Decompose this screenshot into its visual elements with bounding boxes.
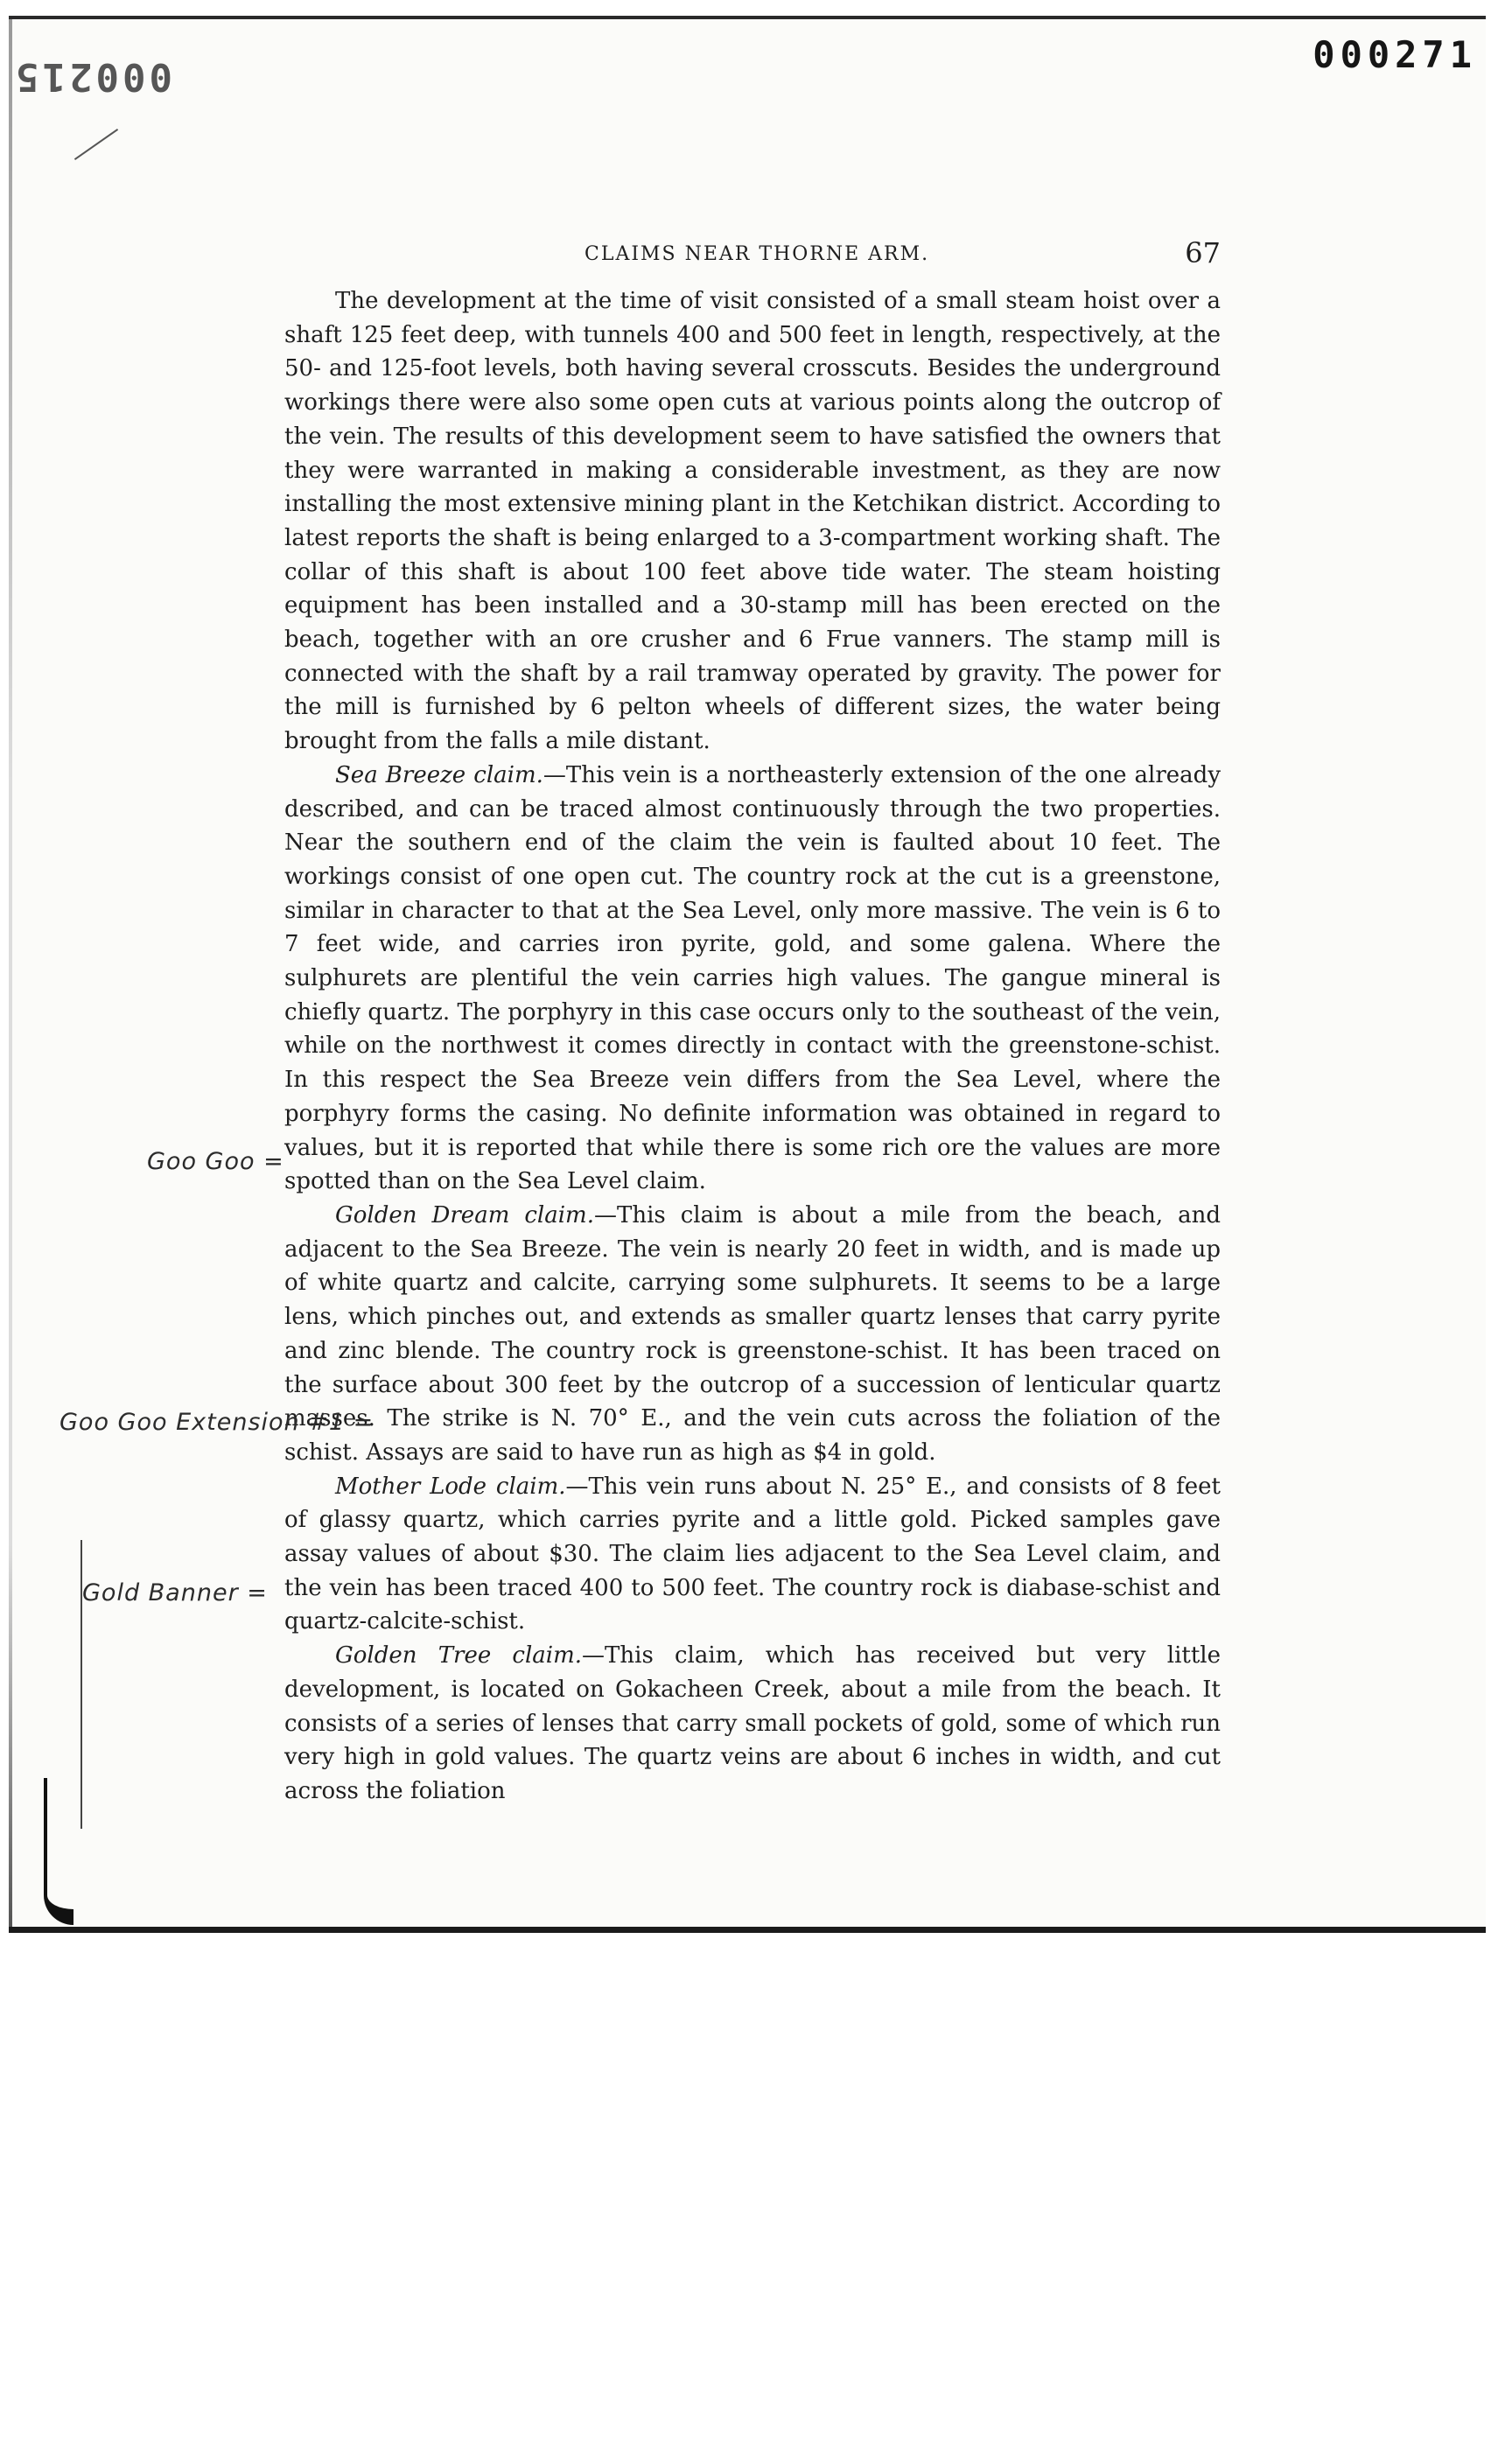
paragraph-text: —This claim, which has received but very little development, is located on Gokacheen Creek, about a mile from the beach. It consists of a series of lenses that carry small pockets of gold, some of which run very high in gold values. The quartz veins are about 6 inches in width, and cut across the foliation (284, 1642, 1221, 1804)
paragraph-mother-lode (284, 1470, 1221, 1640)
pen-scratch (74, 129, 118, 160)
handwritten-note-goo-goo: Goo Goo = (147, 1148, 284, 1175)
document-number-stamp: 000271 (1312, 33, 1477, 76)
body-text (284, 284, 1221, 1809)
claim-heading-sea-breeze: Sea Breeze claim. (335, 761, 543, 788)
running-head (284, 236, 1221, 271)
claim-heading-golden-tree: Golden Tree claim. (335, 1642, 583, 1670)
page-number: 67 (1185, 236, 1221, 270)
paragraph-text: —This vein runs about N. 25° E., and consists of 8 feet of glassy quartz, which carries pyrite and a little gold. Picked samples gave assay values of about $30. The claim lies adjacent to the Sea Level claim, and the vein has been traced 400 to 500 feet. The country rock is diabase-schist and quartz-calcite-schist. (284, 1473, 1222, 1635)
binding-corner-mark (44, 1778, 74, 1925)
claim-heading-mother-lode: Mother Lode claim. (335, 1473, 566, 1500)
paragraph-sea-breeze (284, 759, 1221, 1199)
mirrored-number-stamp: 000215 (12, 54, 172, 99)
paragraph-text: —This claim is about a mile from the beach, and adjacent to the Sea Breeze. The vein is nearly 20 feet in width, and is made up of white quartz and calcite, carrying some sulphurets. It seems to be a large lens, which pinches out, and extends as smaller quartz lenses that carry pyrite and zinc blende. The country rock is greenstone-schist. It has been traced on the surface about 300 feet by the outcrop of a succession of lenticular quartz masses. The strike is N. 70° E., and the vein cuts across the foliation of the schist. Assays are said to have run as high as $4 in gold. (284, 1201, 1221, 1466)
paragraph-text: The development at the time of visit consisted of a small steam hoist over a shaft 125 feet deep, with tunnels 400 and 500 feet in length, respectively, at the 50- and 125-foot levels, both having several crosscuts. Besides the underground workings there were also some open cuts at various points along the outcrop of the vein. The results of this development seem to have satisfied the owners that they were warranted in making a considerable investment, as they are now installing the most extensive mining plant in the Ketchikan district. According to latest reports the shaft is being enlarged to a 3-compartment working shaft. The collar of this shaft is about 100 feet above tide water. The steam hoisting equipment has been installed and a 30-stamp mill has been erected on the beach, together with an ore crusher and 6 Frue vanners. The stamp mill is connected with the shaft by a rail tramway operated by gravity. The power for the mill is furnished by 6 pelton wheels of different sizes, the water being brought from the falls a mile distant. (284, 288, 1221, 755)
margin-pencil-line (80, 1540, 82, 1829)
paragraph-golden-tree (284, 1639, 1221, 1809)
running-title: CLAIMS NEAR THORNE ARM. (584, 243, 930, 265)
page-edge (9, 19, 12, 1927)
paragraph-development (284, 284, 1221, 759)
claim-heading-golden-dream: Golden Dream claim. (335, 1201, 594, 1228)
paragraph-golden-dream (284, 1199, 1221, 1470)
paragraph-text: —This vein is a northeasterly extension of the one already described, and can be traced almost continuously through the two properties. Near the southern end of the claim the vein is faulted about 10 feet. The workings consist of one open cut. The country rock at the cut is a greenstone, similar in character to that at the Sea Level, only more massive. The vein is 6 to 7 feet wide, and carries iron pyrite, gold, and some galena. Where the sulphurets are plentiful the vein carries high values. The gangue mineral is chiefly quartz. The porphyry in this case occurs only to the southeast of the vein, while on the northwest it comes directly in contact with the greenstone-schist. In this respect the Sea Breeze vein differs from the Sea Level, where the porphyry forms the casing. No definite information was obtained in regard to values, but it is reported that while there is some rich ore the values are more spotted than on the Sea Level claim. (284, 761, 1222, 1195)
handwritten-note-gold-banner: Gold Banner = (82, 1579, 268, 1606)
handwritten-note-goo-goo-extension: Goo Goo Extension #1 = (60, 1409, 374, 1436)
